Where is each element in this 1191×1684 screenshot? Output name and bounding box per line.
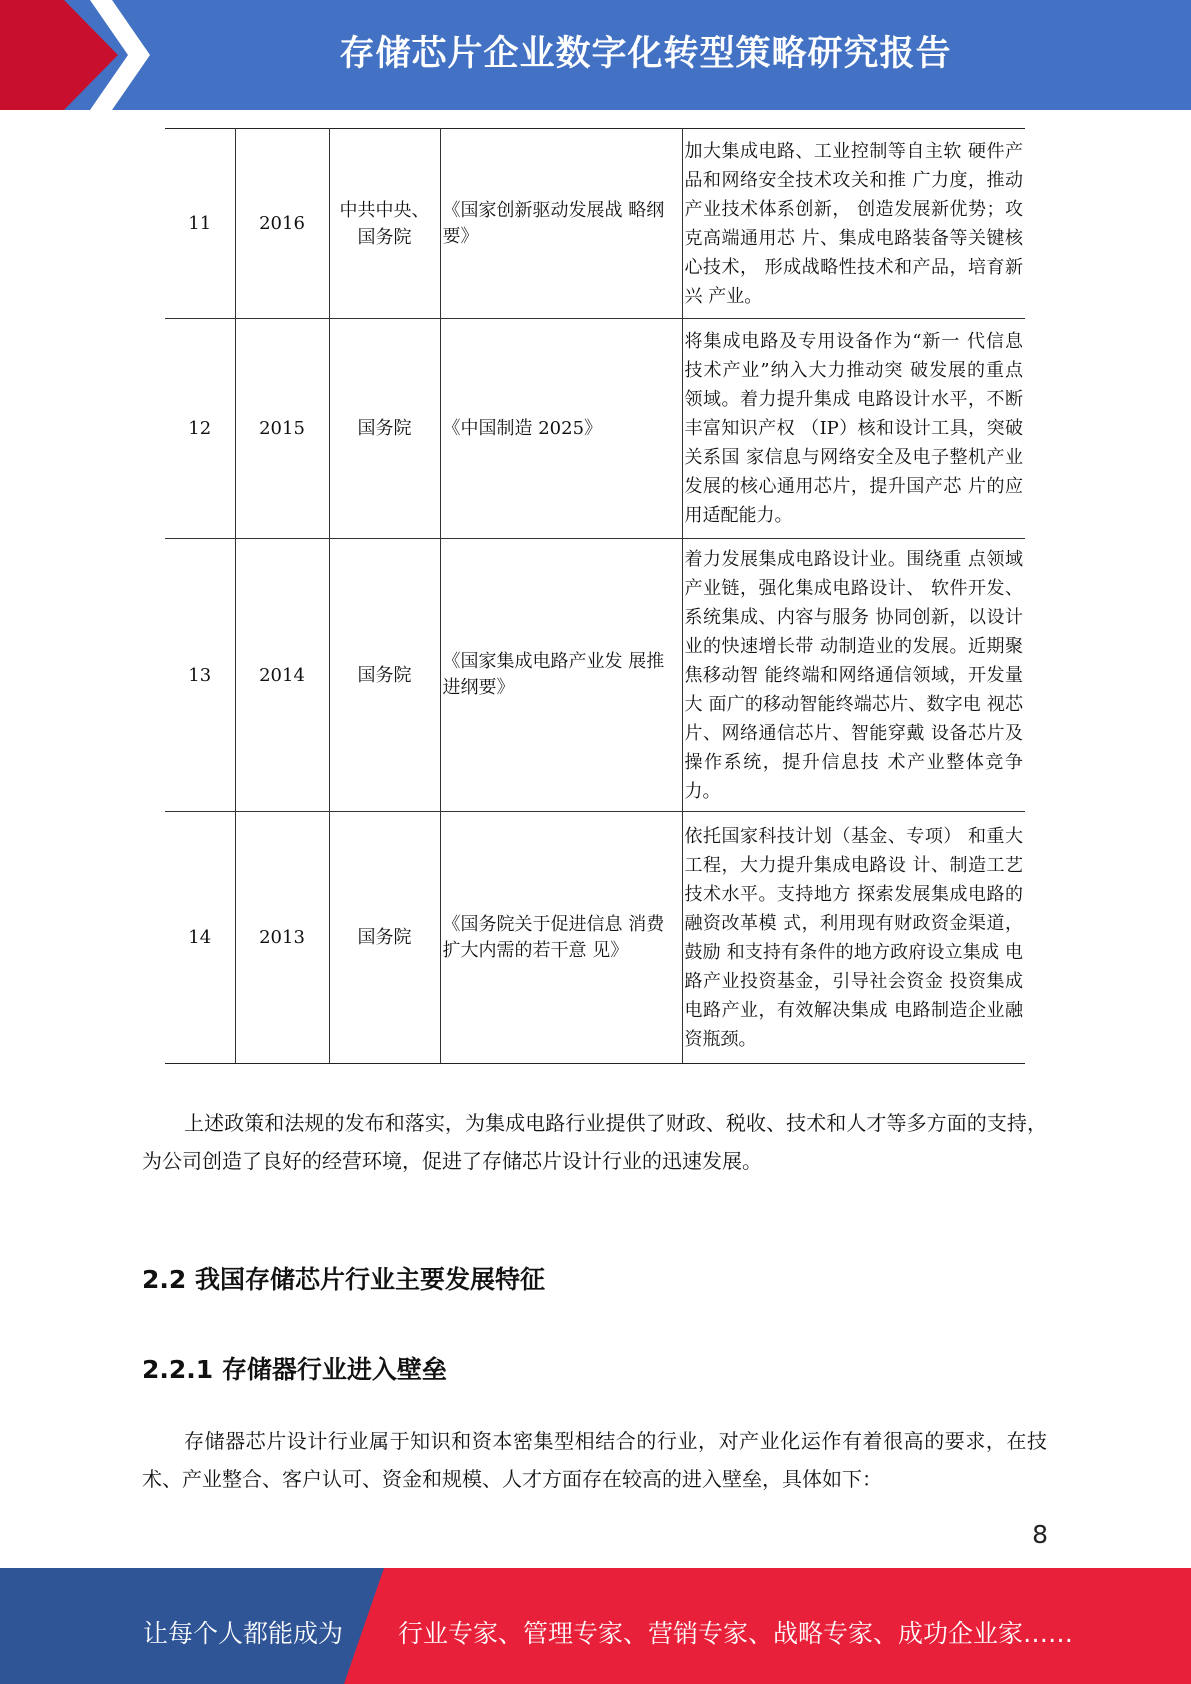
row-number: 13: [165, 539, 235, 812]
section-heading: 2.2 我国存储芯片行业主要发展特征: [142, 1265, 545, 1294]
table-row: [165, 539, 1025, 812]
row-policy-name: 《国务院关于促进信息 消费扩大内需的若干意 见》: [440, 812, 682, 1064]
page-header: [0, 0, 1191, 110]
row-description: 着力发展集成电路设计业。围绕重 点领域产业链，强化集成电路设计、 软件开发、系统集成、内容与服务 协同创新，以设计业的快速增长带 动制造业的发展。近期聚焦移动智 能终端和网络通信领域，开发量大 面广的移动智能终端芯片、数字电 视芯片、网络通信芯片、智能穿戴 设备芯片及操作系统，提升信息技 术产业整体竞争力。: [682, 539, 1025, 812]
table-row: [165, 319, 1025, 539]
page-footer: [0, 1568, 1191, 1684]
row-year: 2014: [235, 539, 329, 812]
body-paragraph: 上述政策和法规的发布和落实，为集成电路行业提供了财政、税收、技术和人才等多方面的支持，为公司创造了良好的经营环境，促进了存储芯片设计行业的迅速发展。: [142, 1111, 1047, 1173]
page-number: 8: [1032, 1520, 1048, 1549]
row-policy-name: 《中国制造 2025》: [440, 319, 682, 539]
row-year: 2016: [235, 129, 329, 319]
footer-slogan-right: 行业专家、管理专家、营销专家、战略专家、成功企业家……: [398, 1619, 1074, 1648]
header-title: 存储芯片企业数字化转型策略研究报告: [339, 34, 952, 74]
row-number: 11: [165, 129, 235, 319]
row-number: 12: [165, 319, 235, 539]
row-policy-name: 《国家集成电路产业发 展推进纲要》: [440, 539, 682, 812]
row-description: 将集成电路及专用设备作为“新一 代信息技术产业”纳入大力推动突 破发展的重点领域。着力提升集成 电路设计水平，不断丰富知识产权 （IP）核和设计工具，突破关系国 家信息与网络安全及电子整机产业 发展的核心通用芯片，提升国产芯 片的应用适配能力。: [682, 319, 1025, 539]
row-department: 中共中央、国务院: [329, 129, 440, 319]
row-description: 加大集成电路、工业控制等自主软 硬件产品和网络安全技术攻关和推 广力度，推动产业技术体系创新， 创造发展新优势；攻克高端通用芯 片、集成电路装备等关键核心技术， 形成战略性技术和产品，培育新兴 产业。: [682, 129, 1025, 319]
row-year: 2015: [235, 319, 329, 539]
row-year: 2013: [235, 812, 329, 1064]
header-red-chevron: [0, 0, 118, 110]
body-paragraph: 存储器芯片设计行业属于知识和资本密集型相结合的行业，对产业化运作有着很高的要求，在技术、产业整合、客户认可、资金和规模、人才方面存在较高的进入壁垒，具体如下：: [142, 1429, 1047, 1491]
row-department: 国务院: [329, 539, 440, 812]
table-row: [165, 129, 1025, 319]
row-policy-name: 《国家创新驱动发展战 略纲要》: [440, 129, 682, 319]
footer-slogan-left: 让每个人都能成为: [143, 1619, 344, 1648]
row-description: 依托国家科技计划（基金、专项） 和重大工程，大力提升集成电路设 计、制造工艺技术水平。支持地方 探索发展集成电路的融资改革模 式，利用现有财政资金渠道，鼓励 和支持有条件的地方政府设立集成 电路产业投资基金，引导社会资金 投资集成电路产业，有效解决集成 电路制造企业融资瓶颈。: [682, 812, 1025, 1064]
subsection-heading: 2.2.1 存储器行业进入壁垒: [142, 1355, 447, 1384]
table-row: [165, 812, 1025, 1064]
row-department: 国务院: [329, 812, 440, 1064]
policy-table: [165, 128, 1025, 1064]
row-department: 国务院: [329, 319, 440, 539]
row-number: 14: [165, 812, 235, 1064]
